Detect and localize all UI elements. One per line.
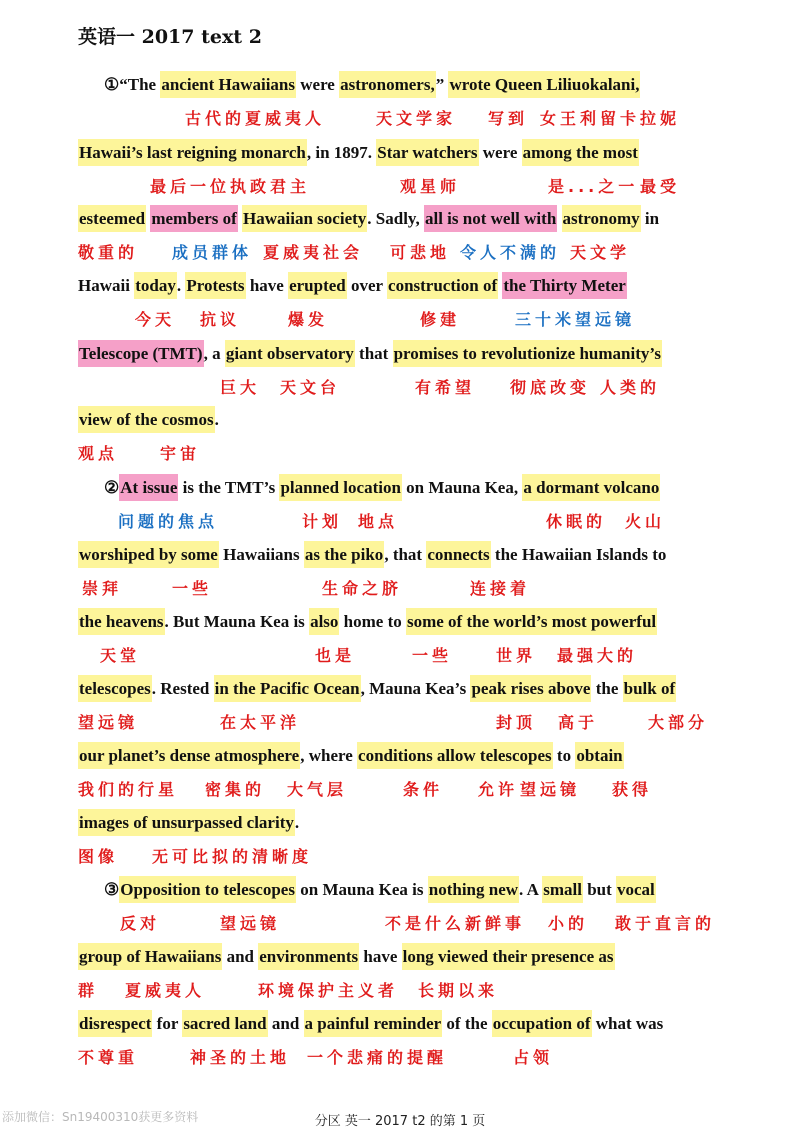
passage-line [78, 339, 662, 369]
chinese-annotation: 修建 [420, 310, 461, 329]
chinese-annotation: 令人不满的 [460, 243, 561, 262]
chinese-annotation: 望远镜 [220, 914, 281, 933]
key-phrase: Telescope (TMT) [78, 340, 204, 367]
text-segment: of the [442, 1014, 492, 1033]
highlighted-phrase: promises to revolutionize humanity’s [393, 340, 662, 367]
key-phrase: At issue [119, 474, 178, 501]
text-segment: is the TMT’s [178, 478, 280, 497]
text-segment: , a [203, 344, 225, 363]
highlighted-phrase: the heavens [78, 608, 165, 635]
passage-line [78, 741, 624, 771]
chinese-annotation: 夏威夷社会 [263, 243, 364, 262]
chinese-annotation: 大气层 [287, 780, 348, 799]
chinese-annotation: 封顶 [496, 713, 537, 732]
text-segment: . Sadly, [367, 209, 424, 228]
passage-line [78, 942, 615, 972]
chinese-annotation: 最后一位执政君主 [150, 177, 311, 196]
highlighted-phrase: also [309, 608, 339, 635]
chinese-annotation: 群 [78, 981, 99, 1000]
passage-line [78, 540, 666, 570]
passage-line [78, 808, 299, 838]
passage-line [78, 271, 627, 301]
text-segment: . A [519, 880, 543, 899]
chinese-annotation: 无可比拟的清晰度 [152, 847, 313, 866]
text-segment: have [245, 276, 289, 295]
chinese-annotation: 观星师 [400, 177, 461, 196]
chinese-annotation: 火山 [625, 512, 666, 531]
passage-line [78, 674, 676, 704]
highlighted-phrase: as the piko [304, 541, 384, 568]
chinese-annotation: 长期以来 [418, 981, 499, 1000]
chinese-annotation: 女王利留卡拉妮 [540, 109, 681, 128]
chinese-annotation: 条件 [403, 780, 444, 799]
text-segment: and [267, 1014, 304, 1033]
text-segment: . Rested [151, 679, 214, 698]
text-segment: but [582, 880, 617, 899]
chinese-annotation: 三十米望远镜 [515, 310, 636, 329]
key-phrase: the Thirty Meter [502, 272, 626, 299]
passage-line [104, 473, 660, 503]
key-phrase: members of [150, 205, 237, 232]
text-segment: were [478, 143, 522, 162]
chinese-annotation: 一个悲痛的提醒 [307, 1048, 448, 1067]
text-segment: on Mauna Kea, [401, 478, 523, 497]
chinese-annotation: 古代的夏威夷人 [185, 109, 326, 128]
chinese-annotation: 密集的 [205, 780, 266, 799]
chinese-annotation: 最强大的 [557, 646, 638, 665]
chinese-annotation: 敬重的 [78, 243, 139, 262]
highlighted-phrase: obtain [575, 742, 623, 769]
chinese-annotation: 巨大 [220, 378, 261, 397]
text-segment: . [214, 410, 219, 429]
highlighted-phrase: peak rises above [470, 675, 591, 702]
highlighted-phrase: in the Pacific Ocean [214, 675, 361, 702]
chinese-annotation: 望远镜 [78, 713, 139, 732]
text-segment: were [296, 75, 340, 94]
chinese-annotation: 最受 [640, 177, 681, 196]
page-footer: 分区 英一 2017 t2 的第 1 页 [314, 1114, 486, 1129]
passage-line [78, 138, 639, 168]
chinese-annotation: 我们的行星 [78, 780, 179, 799]
highlighted-phrase: erupted [288, 272, 347, 299]
text-segment: ② [104, 478, 120, 497]
text-segment: for [152, 1014, 183, 1033]
highlighted-phrase: among the most [522, 139, 639, 166]
text-segment: the Hawaiian Islands to [490, 545, 667, 564]
chinese-annotation: 休眠的 [546, 512, 607, 531]
chinese-annotation: 爆发 [288, 310, 329, 329]
chinese-annotation: 计划 [302, 512, 343, 531]
highlighted-phrase: a dormant volcano [522, 474, 660, 501]
chinese-annotation: 宇宙 [160, 444, 201, 463]
highlighted-phrase: Star watchers [376, 139, 478, 166]
highlighted-phrase: ancient Hawaiians [160, 71, 296, 98]
text-segment: , that [384, 545, 427, 564]
highlighted-phrase: Hawaiian society [242, 205, 367, 232]
text-segment: Hawaiians [218, 545, 304, 564]
highlighted-phrase: giant observatory [225, 340, 355, 367]
chinese-annotation: 地点 [358, 512, 399, 531]
chinese-annotation: 在太平洋 [220, 713, 301, 732]
highlighted-phrase: astronomers, [339, 71, 436, 98]
highlighted-phrase: construction of [387, 272, 498, 299]
highlighted-phrase: bulk of [623, 675, 677, 702]
highlighted-phrase: group of Hawaiians [78, 943, 222, 970]
chinese-annotation: 敢于直言的 [615, 914, 716, 933]
page-title: 英语一 2017 text 2 [78, 26, 262, 48]
key-phrase: all is not well with [424, 205, 557, 232]
chinese-annotation: 大部分 [648, 713, 709, 732]
chinese-annotation: 今天 [135, 310, 176, 329]
chinese-annotation: 也是 [315, 646, 356, 665]
chinese-annotation: 不尊重 [78, 1048, 139, 1067]
chinese-annotation: 有希望 [415, 378, 476, 397]
text-segment: ” [435, 75, 449, 94]
chinese-annotation: 人类的 [600, 378, 661, 397]
highlighted-phrase: telescopes [78, 675, 152, 702]
text-segment: have [359, 947, 402, 966]
highlighted-phrase: worshiped by some [78, 541, 219, 568]
text-segment [557, 209, 561, 228]
text-segment: the [591, 679, 623, 698]
chinese-annotation: 天文台 [280, 378, 341, 397]
text-segment: ①“The [104, 75, 161, 94]
highlighted-phrase: images of unsurpassed clarity [78, 809, 295, 836]
chinese-annotation: 图像 [78, 847, 119, 866]
chinese-annotation: 一些 [172, 579, 213, 598]
highlighted-phrase: our planet’s dense atmosphere [78, 742, 300, 769]
highlighted-phrase: long viewed their presence as [402, 943, 615, 970]
highlighted-phrase: a painful reminder [304, 1010, 443, 1037]
highlighted-phrase: view of the cosmos [78, 406, 215, 433]
text-segment: , Mauna Kea’s [360, 679, 471, 698]
chinese-annotation: 彻底改变 [510, 378, 591, 397]
chinese-annotation: 反对 [120, 914, 161, 933]
passage-line [78, 405, 219, 435]
chinese-annotation: 是...之一 [548, 177, 639, 196]
text-segment: home to [339, 612, 406, 631]
chinese-annotation: 连接着 [470, 579, 531, 598]
highlighted-phrase: planned location [279, 474, 401, 501]
chinese-annotation: 崇拜 [82, 579, 123, 598]
chinese-annotation: 占领 [513, 1048, 554, 1067]
chinese-annotation: 可悲地 [390, 243, 451, 262]
chinese-annotation: 夏威夷人 [125, 981, 206, 1000]
chinese-annotation: 允许 [478, 780, 519, 799]
watermark-text: 添加微信：Sn19400310获更多资料 [2, 1110, 199, 1124]
passage-line [78, 607, 657, 637]
chinese-annotation: 抗议 [200, 310, 241, 329]
chinese-annotation: 一些 [412, 646, 453, 665]
chinese-annotation: 高于 [558, 713, 599, 732]
chinese-annotation: 环境保护主义者 [258, 981, 399, 1000]
highlighted-phrase: nothing new [428, 876, 519, 903]
chinese-annotation: 天堂 [100, 646, 141, 665]
chinese-annotation: 天文学 [570, 243, 631, 262]
text-segment: , in 1897. [306, 143, 377, 162]
text-segment: what was [591, 1014, 664, 1033]
chinese-annotation: 写到 [488, 109, 529, 128]
text-segment: in [640, 209, 660, 228]
highlighted-phrase: astronomy [562, 205, 641, 232]
highlighted-phrase: sacred land [182, 1010, 267, 1037]
chinese-annotation: 生命之脐 [322, 579, 403, 598]
highlighted-phrase: vocal [616, 876, 656, 903]
highlighted-phrase: Hawaii’s last reigning monarch [78, 139, 307, 166]
chinese-annotation: 小的 [548, 914, 589, 933]
text-segment: . [294, 813, 300, 832]
text-segment: and [222, 947, 259, 966]
chinese-annotation: 不是什么新鲜事 [385, 914, 526, 933]
highlighted-phrase: esteemed [78, 205, 146, 232]
text-segment: . But Mauna Kea is [164, 612, 310, 631]
text-segment: Hawaii [78, 276, 135, 295]
text-segment: over [346, 276, 388, 295]
highlighted-phrase: Opposition to telescopes [119, 876, 296, 903]
highlighted-phrase: some of the world’s most powerful [406, 608, 657, 635]
highlighted-phrase: wrote Queen Liliuokalani, [448, 71, 640, 98]
text-segment: , where [300, 746, 358, 765]
highlighted-phrase: conditions allow telescopes [357, 742, 553, 769]
passage-line [104, 70, 640, 100]
text-segment: that [354, 344, 393, 363]
highlighted-phrase: today [134, 272, 177, 299]
chinese-annotation: 观点 [78, 444, 119, 463]
chinese-annotation: 神圣的土地 [190, 1048, 291, 1067]
text-segment: . [176, 276, 186, 295]
chinese-annotation: 获得 [612, 780, 653, 799]
text-segment: ③ [104, 880, 120, 899]
chinese-annotation: 世界 [496, 646, 537, 665]
passage-line [104, 875, 656, 905]
text-segment: to [552, 746, 576, 765]
passage-line [78, 1009, 663, 1039]
highlighted-phrase: occupation of [492, 1010, 592, 1037]
chinese-annotation: 成员群体 [172, 243, 253, 262]
highlighted-phrase: small [542, 876, 583, 903]
highlighted-phrase: Protests [185, 272, 245, 299]
highlighted-phrase: environments [258, 943, 359, 970]
chinese-annotation: 望远镜 [520, 780, 581, 799]
chinese-annotation: 天文学家 [376, 109, 457, 128]
passage-line [78, 204, 659, 234]
highlighted-phrase: connects [426, 541, 490, 568]
highlighted-phrase: disrespect [78, 1010, 152, 1037]
chinese-annotation: 问题的焦点 [118, 512, 219, 531]
text-segment: on Mauna Kea is [295, 880, 428, 899]
